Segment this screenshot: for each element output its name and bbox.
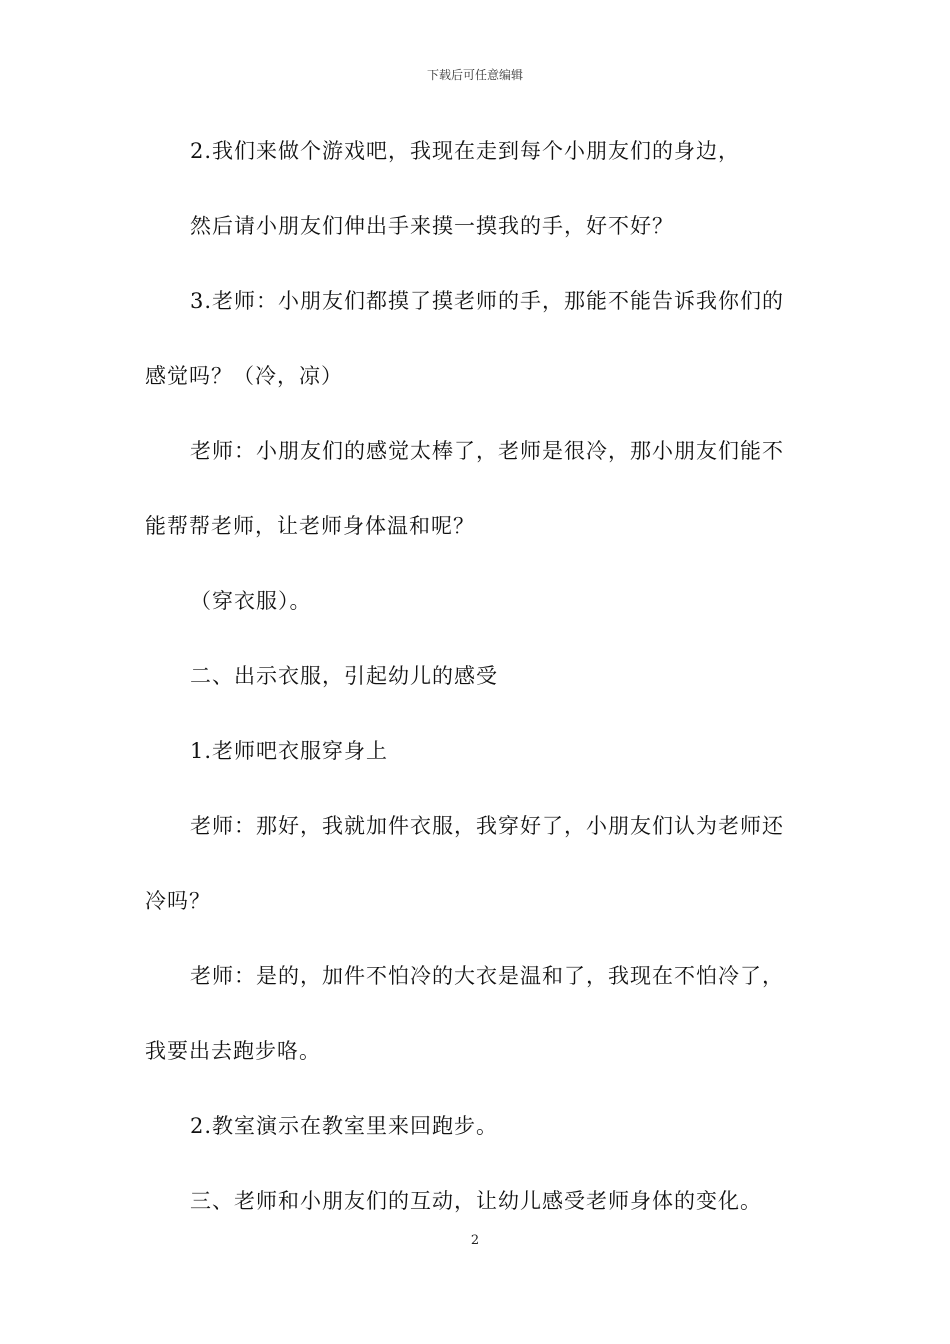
paragraph-line: （穿衣服）。 xyxy=(190,589,312,613)
paragraph-line: 老师：那好，我就加件衣服，我穿好了，小朋友们认为老师还 xyxy=(190,814,784,838)
paragraph-line: 2.我们来做个游戏吧，我现在走到每个小朋友们的身边， xyxy=(190,139,741,163)
paragraph-line: 能帮帮老师，让老师身体温和呢？ xyxy=(145,514,475,538)
paragraph-line: 我要出去跑步咯。 xyxy=(145,1039,321,1063)
page-number: 2 xyxy=(470,1233,480,1248)
section-heading: 三、老师和小朋友们的互动，让幼儿感受老师身体的变化。 xyxy=(190,1189,762,1213)
paragraph-line: 感觉吗？（冷，凉） xyxy=(145,364,343,388)
paragraph-line: 老师：小朋友们的感觉太棒了，老师是很冷，那小朋友们能不 xyxy=(190,439,784,463)
section-heading: 二、出示衣服，引起幼儿的感受 xyxy=(190,664,498,688)
paragraph-line: 1.老师吧衣服穿身上 xyxy=(190,739,389,763)
paragraph-line: 2.教室演示在教室里来回跑步。 xyxy=(190,1114,499,1138)
page-header: 下载后可任意编辑 xyxy=(426,68,523,82)
paragraph-line: 3.老师：小朋友们都摸了摸老师的手，那能不能告诉我你们的 xyxy=(190,289,785,313)
paragraph-line: 然后请小朋友们伸出手来摸一摸我的手，好不好？ xyxy=(190,214,674,238)
paragraph-line: 老师：是的，加件不怕冷的大衣是温和了，我现在不怕冷了， xyxy=(190,964,784,988)
paragraph-line: 冷吗？ xyxy=(145,889,211,913)
